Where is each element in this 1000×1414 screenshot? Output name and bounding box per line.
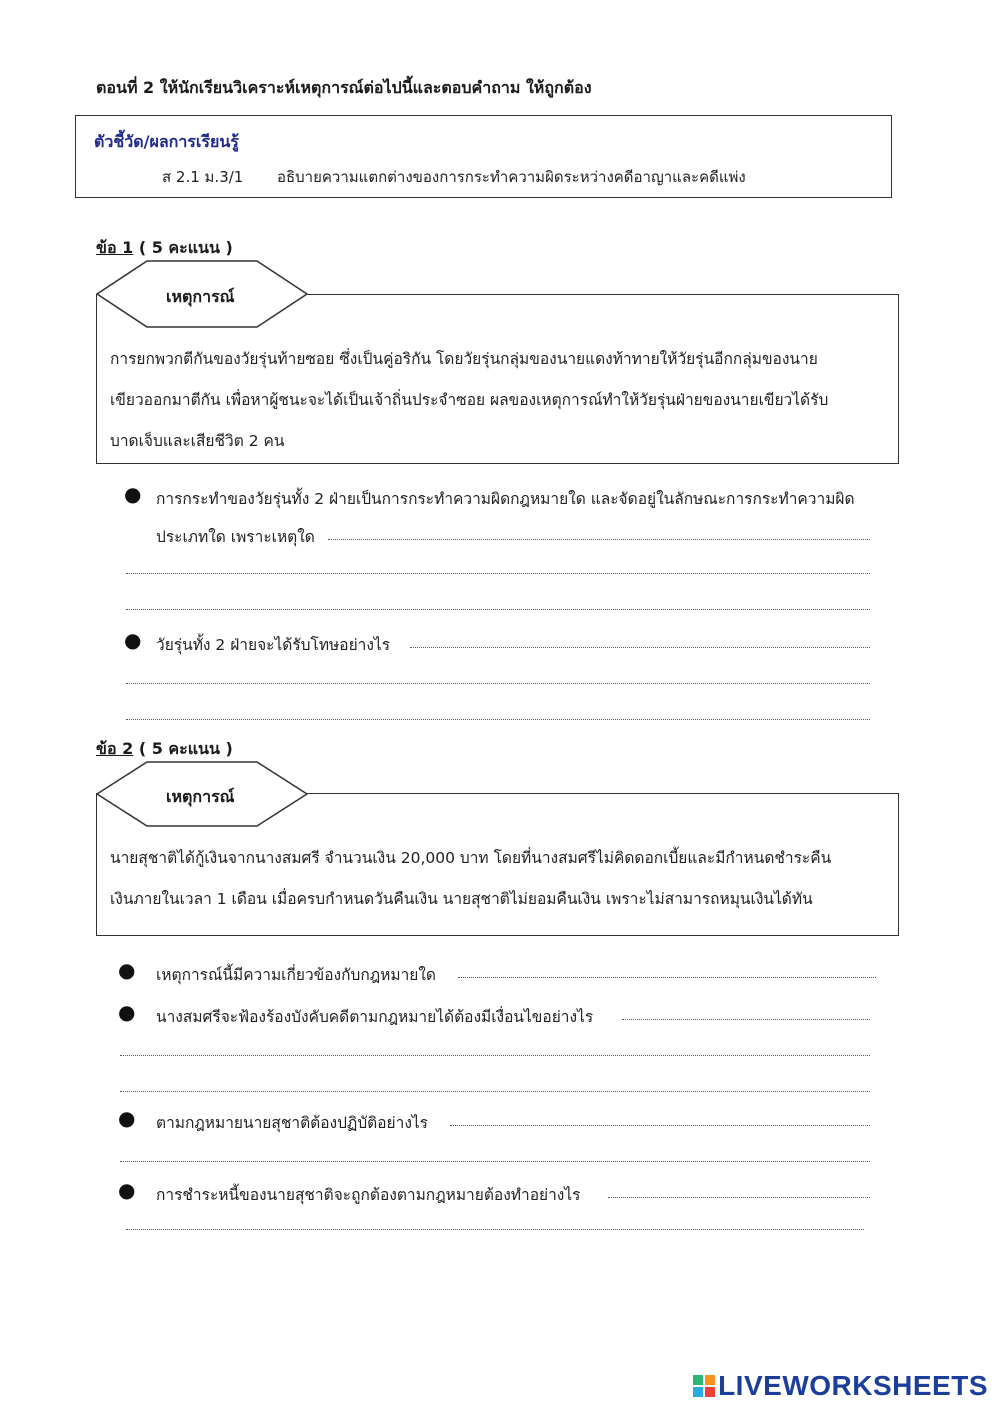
q2-heading bbox=[96, 737, 233, 762]
q2-answer-b-line1[interactable] bbox=[622, 1018, 870, 1020]
q1-question-b: วัยรุ่นทั้ง 2 ฝ่ายจะได้รับโทษอย่างไร bbox=[156, 636, 391, 654]
indicator-code: ส 2.1 ม.3/1 bbox=[162, 168, 244, 186]
q1-points: ( 5 คะแนน ) bbox=[138, 238, 233, 257]
bullet-icon: ● bbox=[124, 482, 142, 506]
q1-event-label: เหตุการณ์ bbox=[166, 287, 235, 306]
q1-question-a-line1: การกระทำของวัยรุ่นทั้ง 2 ฝ่ายเป็นการกระทำความผิดกฎหมายใด และจัดอยู่ในลักษณะการกระทำความผิด bbox=[156, 490, 855, 508]
q2-answer-d-line1[interactable] bbox=[608, 1196, 870, 1198]
q2-question-c: ตามกฎหมายนายสุชาติต้องปฏิบัติอย่างไร bbox=[156, 1114, 429, 1132]
q1-heading bbox=[96, 236, 233, 261]
q2-event-label: เหตุการณ์ bbox=[166, 787, 235, 806]
q2-question-d: การชำระหนี้ของนายสุชาติจะถูกต้องตามกฎหมายต้องทำอย่างไร bbox=[156, 1186, 581, 1204]
q2-answer-a-line1[interactable] bbox=[458, 976, 876, 978]
q2-answer-b-line3[interactable] bbox=[120, 1090, 870, 1092]
q1-question-a-line2: ประเภทใด เพราะเหตุใด bbox=[156, 528, 315, 546]
q1-event-line-1: การยกพวกตีกันของวัยรุ่นท้ายซอย ซึ่งเป็นคู่อริกัน โดยวัยรุ่นกลุ่มของนายแดงท้าทายให้วัยรุ่นอีกกลุ่มของนาย bbox=[110, 350, 818, 368]
q2-answer-c-line1[interactable] bbox=[450, 1124, 870, 1126]
q2-answer-d-line2[interactable] bbox=[126, 1228, 864, 1230]
q1-answer-b-line2[interactable] bbox=[126, 682, 870, 684]
indicator-heading: ตัวชี้วัด/ผลการเรียนรู้ bbox=[94, 132, 239, 151]
q2-event-line-2: เงินภายในเวลา 1 เดือน เมื่อครบกำหนดวันคืนเงิน นายสุชาติไม่ยอมคืนเงิน เพราะไม่สามารถหมุนเงินได้ทัน bbox=[110, 890, 813, 908]
bullet-icon: ● bbox=[124, 628, 142, 652]
q1-answer-b-line3[interactable] bbox=[126, 718, 870, 720]
q1-answer-a-line1[interactable] bbox=[328, 538, 870, 540]
q2-label: ข้อ 2 bbox=[96, 739, 134, 758]
q2-question-b: นางสมศรีจะฟ้องร้องบังคับคดีตามกฎหมายได้ต้องมีเงื่อนไขอย่างไร bbox=[156, 1008, 594, 1026]
q1-event-line-3: บาดเจ็บและเสียชีวิต 2 คน bbox=[110, 432, 285, 450]
q1-answer-a-line2[interactable] bbox=[126, 572, 870, 574]
page-title: ตอนที่ 2 ให้นักเรียนวิเคราะห์เหตุการณ์ต่อไปนี้และตอบคำถาม ให้ถูกต้อง bbox=[96, 78, 592, 97]
q2-answer-c-line2[interactable] bbox=[120, 1160, 870, 1162]
q1-answer-b-line1[interactable] bbox=[410, 646, 870, 648]
bullet-icon: ● bbox=[118, 1106, 136, 1130]
liveworksheets-logo-text: LIVEWORKSHEETS bbox=[718, 1370, 988, 1401]
liveworksheets-logo bbox=[693, 1370, 988, 1402]
q2-question-a: เหตุการณ์นี้มีความเกี่ยวข้องกับกฎหมายใด bbox=[156, 966, 436, 984]
q1-label: ข้อ 1 bbox=[96, 238, 134, 257]
bullet-icon: ● bbox=[118, 1178, 136, 1202]
bullet-icon: ● bbox=[118, 958, 136, 982]
indicator-description: อธิบายความแตกต่างของการกระทำความผิดระหว่างคดีอาญาและคดีแพ่ง bbox=[277, 168, 746, 186]
q1-event-line-2: เขียวออกมาตีกัน เพื่อหาผู้ชนะจะได้เป็นเจ้าถิ่นประจำซอย ผลของเหตุการณ์ทำให้วัยรุ่นฝ่ายของนายเขียวได้รับ bbox=[110, 391, 829, 409]
liveworksheets-mark-icon bbox=[693, 1375, 715, 1397]
q1-answer-a-line3[interactable] bbox=[126, 608, 870, 610]
q2-event-line-1: นายสุชาติได้กู้เงินจากนางสมศรี จำนวนเงิน 20,000 บาท โดยที่นางสมศรีไม่คิดดอกเบี้ยและมีกำหนดชำระคืน bbox=[110, 849, 832, 867]
q2-points: ( 5 คะแนน ) bbox=[138, 739, 233, 758]
bullet-icon: ● bbox=[118, 1000, 136, 1024]
q2-answer-b-line2[interactable] bbox=[120, 1054, 870, 1056]
